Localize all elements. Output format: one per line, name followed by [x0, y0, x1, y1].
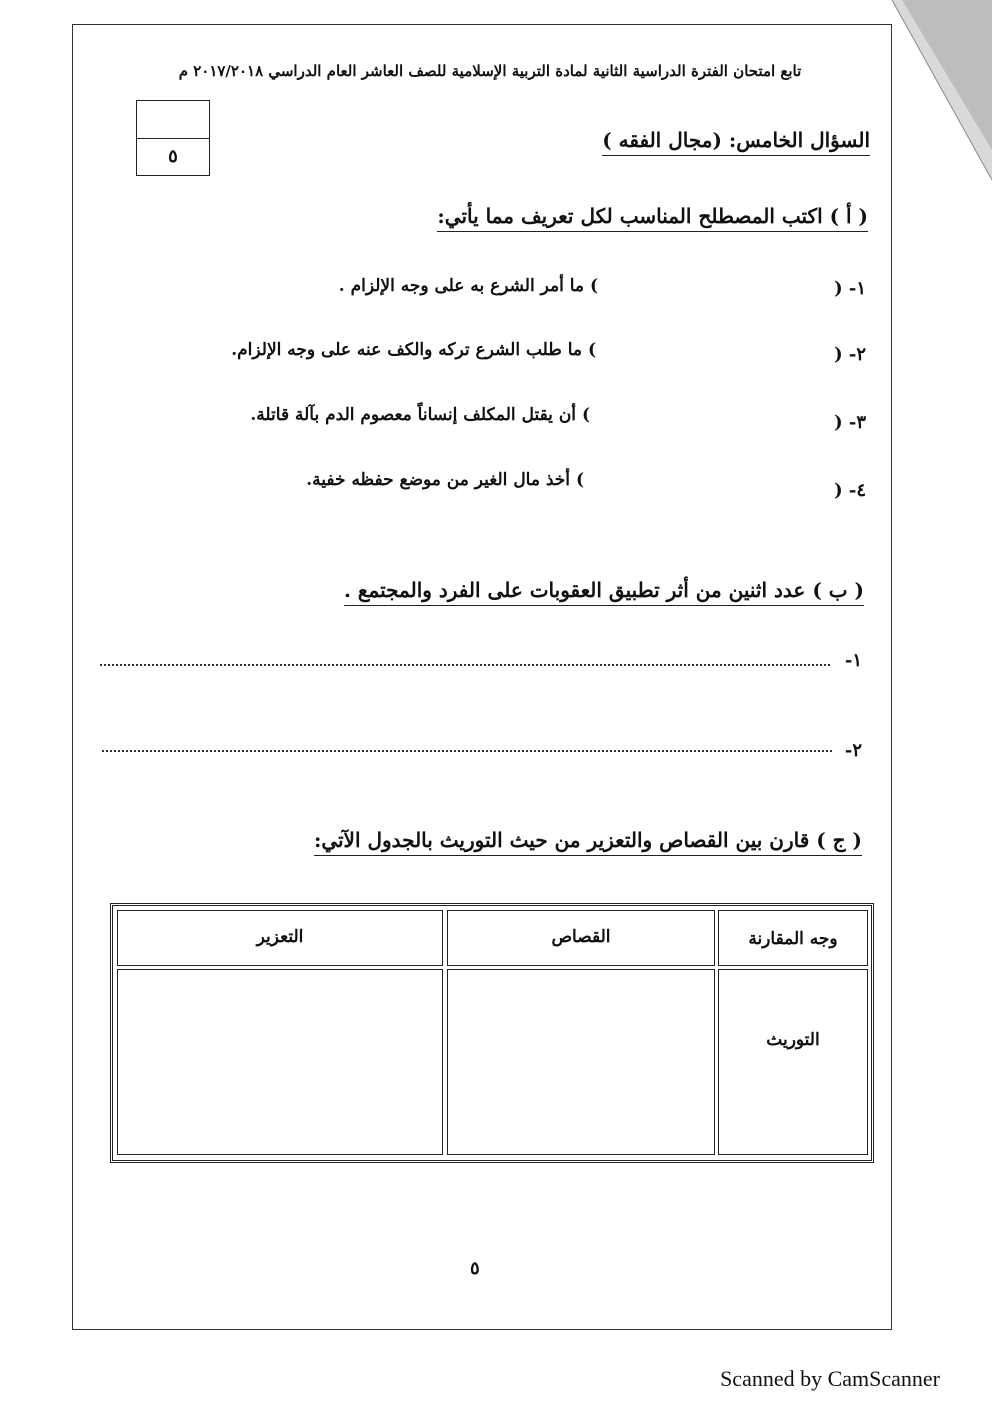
table-header-qisas: القصاص — [447, 910, 715, 966]
part-b-answer-2-num: ٢- — [844, 740, 862, 761]
part-b-answer-1-num: ١- — [844, 650, 862, 671]
camscanner-watermark: Scanned by CamScanner — [720, 1366, 940, 1391]
part-c-title: ( ج ) قارن بين القصاص والتعزير من حيث التوريث بالجدول الآتي: — [314, 828, 862, 856]
part-a-item-4-num: ٤- ( — [834, 480, 866, 501]
part-a-item-2-text: ) ما طلب الشرع تركه والكف عنه على وجه الإلزام. — [231, 340, 596, 360]
part-a-item-4-text: ) أخذ مال الغير من موضع حفظه خفية. — [306, 470, 584, 490]
score-box — [136, 100, 210, 176]
table-header-aspect: وجه المقارنة — [718, 910, 868, 966]
score-box-empty-cell — [137, 101, 209, 139]
part-b-answer-1-line[interactable] — [100, 664, 830, 666]
score-box-value: ٥ — [168, 146, 178, 167]
question-title: السؤال الخامس: (مجال الفقه ) — [602, 128, 870, 156]
part-a-item-1-text: ) ما أمر الشرع به على وجه الإلزام . — [338, 276, 598, 296]
exam-header: تابع امتحان الفترة الدراسية الثانية لمادة التربية الإسلامية للصف العاشر العام الدراسي ٢٠١٧/٢٠١٨ م — [178, 62, 802, 80]
comparison-table — [110, 903, 874, 1163]
part-a-item-3-text: ) أن يقتل المكلف إنساناً معصوم الدم بآلة قاتلة. — [250, 405, 590, 425]
table-cell-tazir[interactable] — [117, 969, 443, 1155]
part-a-item-3-num: ٣- ( — [834, 412, 866, 433]
page-number: ٥ — [470, 1258, 480, 1279]
table-cell-qisas[interactable] — [447, 969, 715, 1155]
part-a-item-1-num: ١- ( — [834, 278, 866, 299]
part-a-title: ( أ ) اكتب المصطلح المناسب لكل تعريف مما يأتي: — [437, 204, 868, 232]
part-a-item-2-num: ٢- ( — [834, 344, 866, 365]
table-header-tazir: التعزير — [117, 910, 443, 966]
part-b-title: ( ب ) عدد اثنين من أثر تطبيق العقوبات على الفرد والمجتمع . — [344, 578, 864, 606]
table-cell-aspect: التوريث — [718, 969, 868, 1155]
part-b-answer-2-line[interactable] — [102, 750, 832, 752]
